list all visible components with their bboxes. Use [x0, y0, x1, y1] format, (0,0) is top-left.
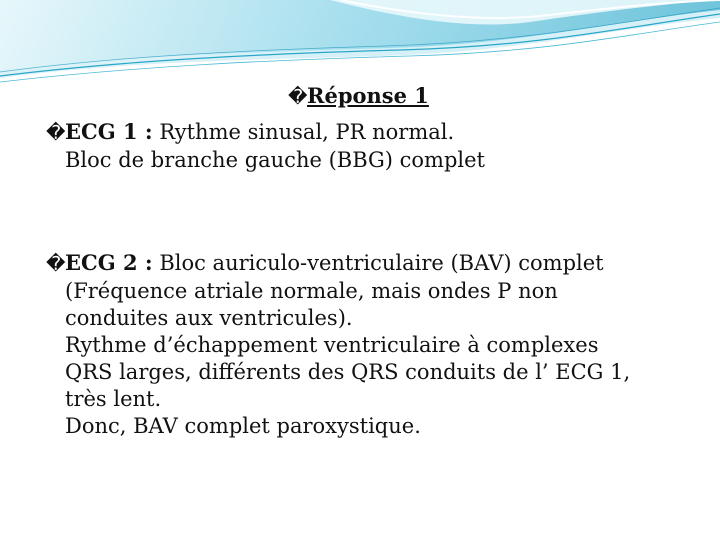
- answer-item-line: Bloc de branche gauche (BBG) complet: [65, 148, 485, 172]
- answer-item-line: Donc, BAV complet paroxystique.: [65, 414, 421, 438]
- answer-item-line: conduites aux ventricules).: [65, 306, 353, 330]
- answer-item-first-line: [46, 249, 630, 278]
- answer-item-text: Rythme sinusal, PR normal.: [152, 120, 455, 144]
- answer-item-line: très lent.: [65, 387, 162, 411]
- bullet-icon: �: [288, 86, 308, 108]
- slide-title: [288, 82, 429, 111]
- bullet-icon: �: [46, 122, 66, 144]
- answer-item-line: (Fréquence atriale normale, mais ondes P non: [65, 279, 558, 303]
- answer-item-lead: ECG 2 :: [65, 250, 153, 275]
- answer-item-ecg1: [46, 118, 485, 174]
- answer-item-first-line: [46, 118, 485, 147]
- answer-item-lead: ECG 1 :: [65, 119, 153, 144]
- answer-item-text: Bloc auriculo-ventriculaire (BAV) complet: [152, 251, 604, 275]
- slide-title-text: Réponse 1: [307, 83, 429, 108]
- answer-item-ecg2: [46, 249, 630, 440]
- bullet-icon: �: [46, 253, 66, 275]
- header-wave-decoration: [0, 0, 720, 90]
- answer-item-line: QRS larges, différents des QRS conduits de l’ ECG 1,: [65, 360, 631, 384]
- answer-item-line: Rythme d’échappement ventriculaire à complexes: [65, 333, 599, 357]
